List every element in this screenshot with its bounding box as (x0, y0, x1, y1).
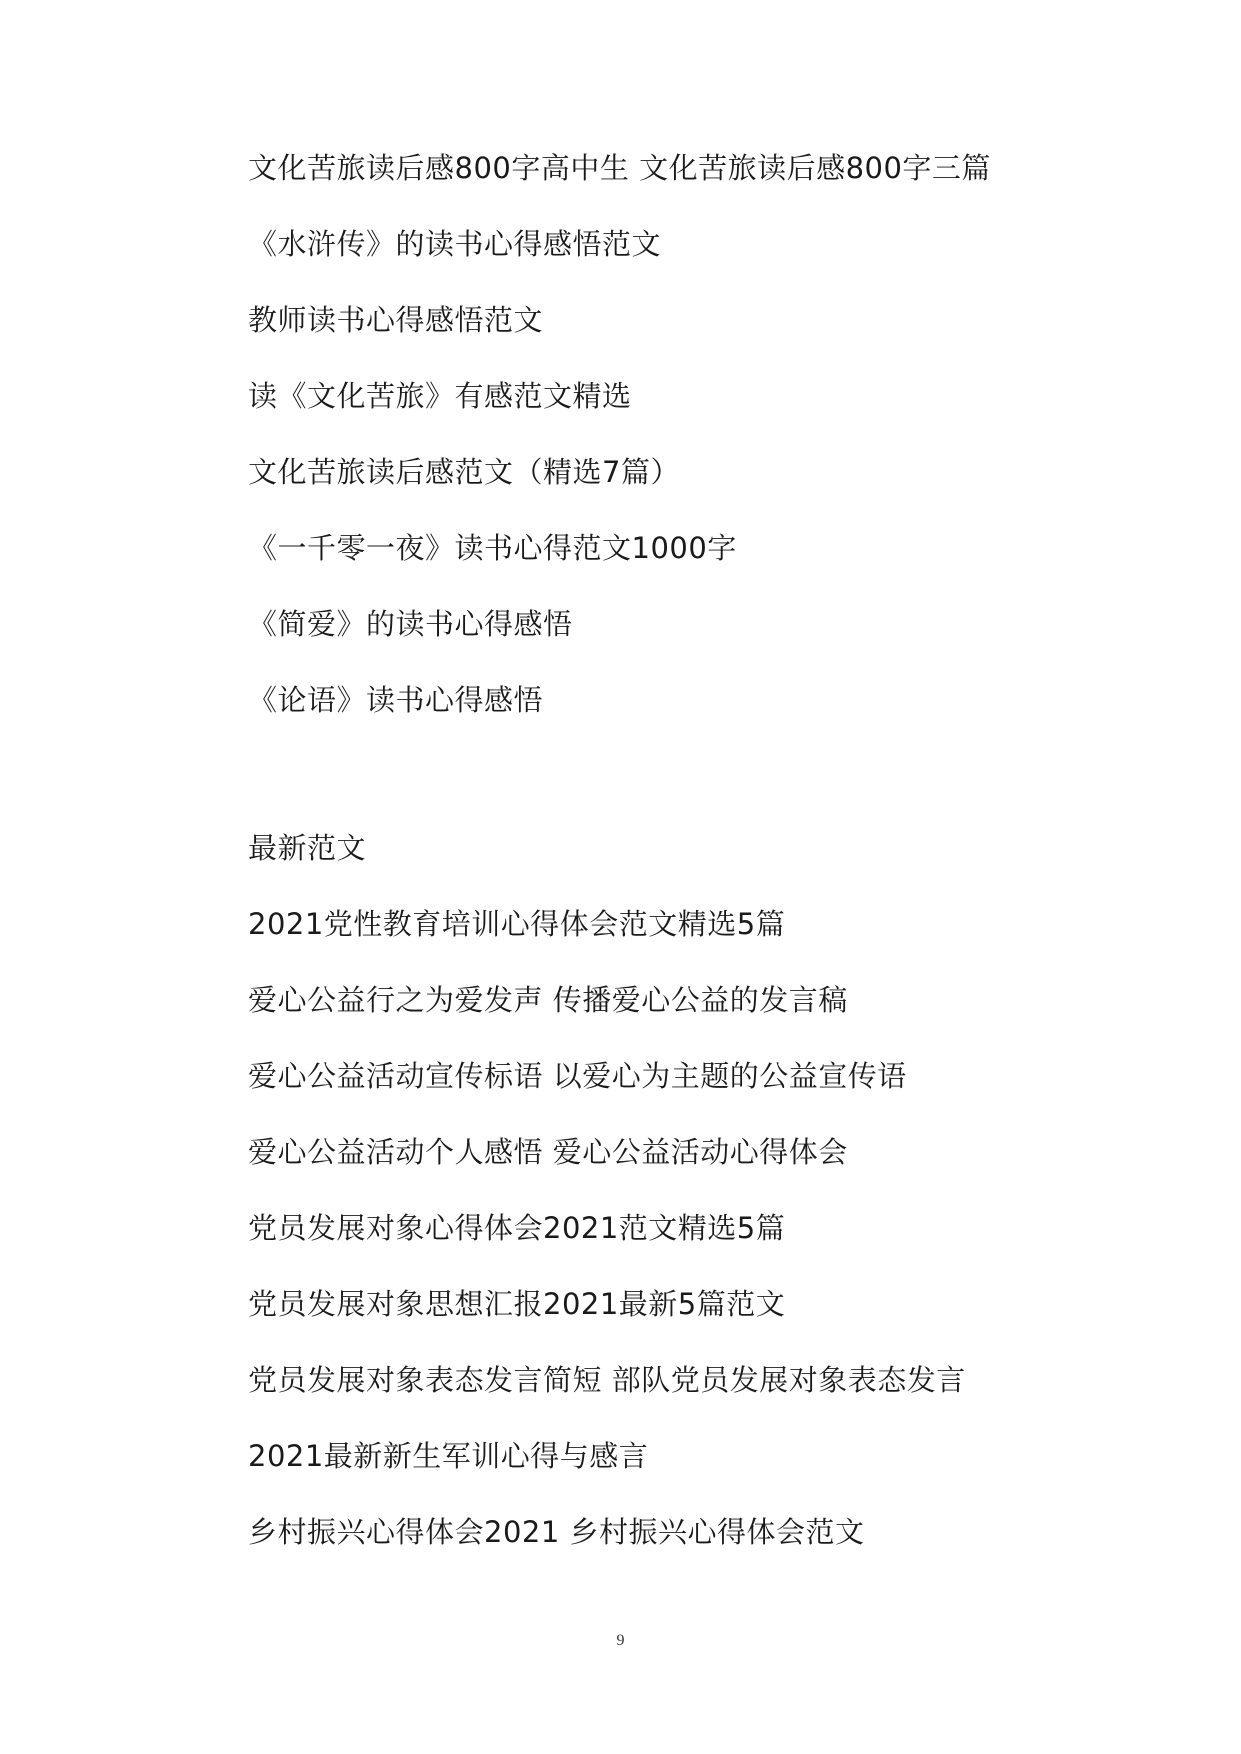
latest-article-link[interactable]: 爱心公益行之为爱发声 传播爱心公益的发言稿 (248, 983, 848, 1017)
related-article-link[interactable]: 文化苦旅读后感范文（精选7篇） (248, 455, 680, 489)
related-article-link[interactable]: 教师读书心得感悟范文 (248, 303, 544, 337)
page-number: 9 (616, 1632, 625, 1649)
latest-article-link[interactable]: 乡村振兴心得体会2021 乡村振兴心得体会范文 (248, 1515, 865, 1549)
content-body (248, 150, 1148, 1590)
latest-article-link[interactable]: 党员发展对象心得体会2021范文精选5篇 (248, 1211, 786, 1245)
latest-section-heading: 最新范文 (248, 831, 367, 865)
latest-article-link[interactable]: 党员发展对象思想汇报2021最新5篇范文 (248, 1287, 786, 1321)
latest-article-link[interactable]: 爱心公益活动宣传标语 以爱心为主题的公益宣传语 (248, 1059, 907, 1093)
related-article-link[interactable]: 《论语》读书心得感悟 (248, 683, 544, 717)
related-article-link[interactable]: 读《文化苦旅》有感范文精选 (248, 379, 632, 413)
latest-article-link[interactable]: 党员发展对象表态发言简短 部队党员发展对象表态发言 (248, 1363, 966, 1397)
latest-article-link[interactable]: 爱心公益活动个人感悟 爱心公益活动心得体会 (248, 1135, 848, 1169)
related-article-link[interactable]: 《简爱》的读书心得感悟 (248, 607, 573, 641)
related-article-link[interactable]: 《一千零一夜》读书心得范文1000字 (248, 531, 737, 565)
section-spacer (248, 758, 1148, 830)
latest-article-link[interactable]: 2021最新新生军训心得与感言 (248, 1439, 649, 1473)
related-article-link[interactable]: 《水浒传》的读书心得感悟范文 (248, 227, 662, 261)
related-article-link[interactable]: 文化苦旅读后感800字高中生 文化苦旅读后感800字三篇 (248, 151, 991, 185)
latest-article-link[interactable]: 2021党性教育培训心得体会范文精选5篇 (248, 907, 786, 941)
